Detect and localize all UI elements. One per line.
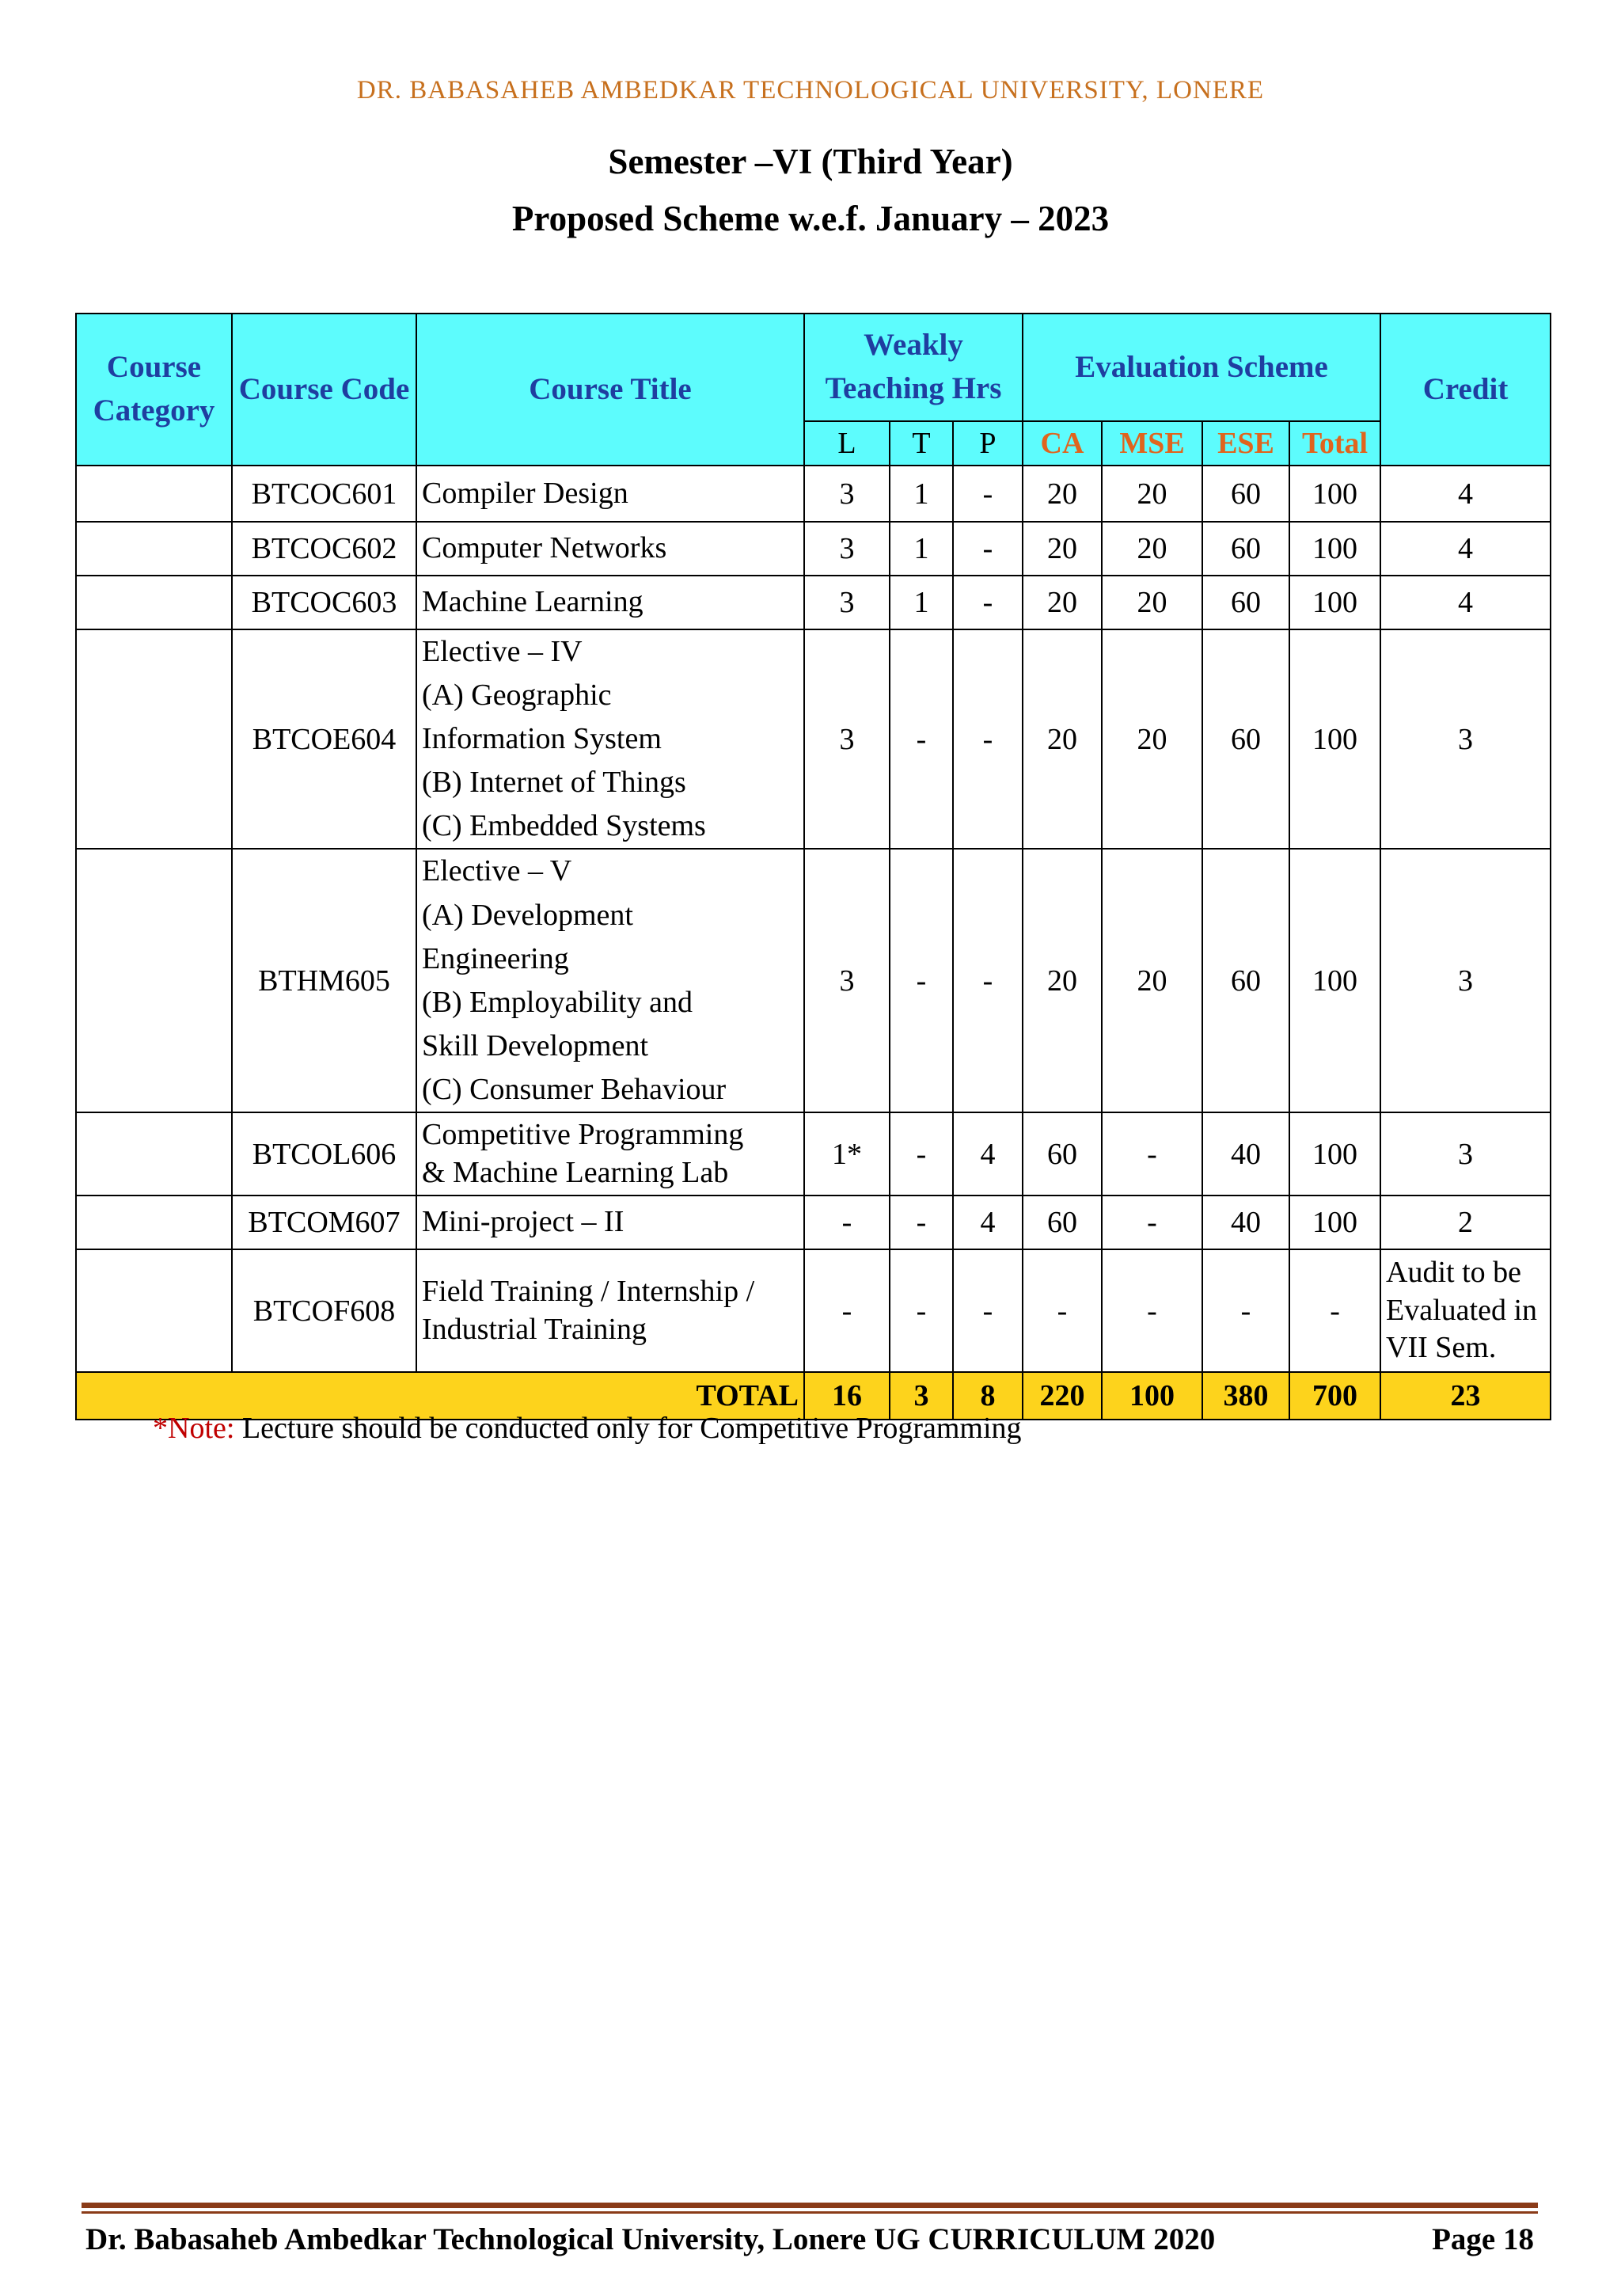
- hrs-P: -: [953, 522, 1023, 576]
- eval-CA: 20: [1023, 576, 1102, 629]
- title-line: Elective – V: [422, 854, 572, 888]
- total-ESE: 380: [1202, 1372, 1289, 1420]
- hrs-T: -: [890, 1196, 953, 1249]
- hrs-L: 3: [804, 849, 890, 1112]
- table-row: [76, 466, 1551, 522]
- category-cell: [76, 576, 232, 629]
- hrs-L: 1*: [804, 1112, 890, 1196]
- title-line: (A) Geographic: [422, 679, 612, 713]
- eval-MSE: 20: [1102, 466, 1202, 522]
- credit: 4: [1380, 522, 1551, 576]
- credit: 2: [1380, 1196, 1551, 1249]
- eval-Total: -: [1289, 1249, 1380, 1372]
- eval-Total: 100: [1289, 629, 1380, 849]
- subheader-Total: Total: [1289, 421, 1380, 466]
- table-row: [76, 522, 1551, 576]
- category-cell: [76, 629, 232, 849]
- subheader-L: L: [804, 421, 890, 466]
- eval-CA: 20: [1023, 849, 1102, 1112]
- eval-MSE: 20: [1102, 629, 1202, 849]
- course-scheme-table: [75, 313, 1551, 1420]
- course-code: BTCOC603: [232, 576, 416, 629]
- credit-line: Evaluated in: [1386, 1293, 1538, 1327]
- eval-CA: 20: [1023, 522, 1102, 576]
- footnote-label: *Note:: [153, 1412, 235, 1445]
- category-cell: [76, 1112, 232, 1196]
- hrs-P: 4: [953, 1196, 1023, 1249]
- title-line: (B) Employability and: [422, 985, 693, 1019]
- course-title: Computer Networks: [416, 522, 804, 576]
- eval-MSE: -: [1102, 1112, 1202, 1196]
- title-line: Competitive Programming: [422, 1118, 744, 1152]
- eval-MSE: 20: [1102, 576, 1202, 629]
- table-row: [76, 1249, 1551, 1372]
- total-L: 16: [804, 1372, 890, 1420]
- total-credit: 23: [1380, 1372, 1551, 1420]
- hrs-L: 3: [804, 576, 890, 629]
- title-line: Elective – IV: [422, 635, 583, 668]
- col-header-evaluation: Evaluation Scheme: [1023, 314, 1380, 421]
- eval-ESE: 60: [1202, 522, 1289, 576]
- title-line: Skill Development: [422, 1028, 649, 1062]
- category-cell: [76, 849, 232, 1112]
- title-line: & Machine Learning Lab: [422, 1155, 729, 1189]
- eval-MSE: -: [1102, 1196, 1202, 1249]
- course-title: [416, 1112, 804, 1196]
- hrs-T: 1: [890, 576, 953, 629]
- hrs-P: -: [953, 629, 1023, 849]
- hrs-L: 3: [804, 466, 890, 522]
- eval-Total: 100: [1289, 849, 1380, 1112]
- credit-line: VII Sem.: [1386, 1331, 1497, 1365]
- course-title: [416, 849, 804, 1112]
- subheader-MSE: MSE: [1102, 421, 1202, 466]
- hrs-T: -: [890, 849, 953, 1112]
- eval-ESE: 60: [1202, 849, 1289, 1112]
- course-code: BTCOC602: [232, 522, 416, 576]
- credit: 3: [1380, 1112, 1551, 1196]
- hrs-T: 1: [890, 466, 953, 522]
- semester-title: Semester –VI (Third Year): [608, 142, 1013, 181]
- total-T: 3: [890, 1372, 953, 1420]
- table-row: [76, 629, 1551, 849]
- category-cell: [76, 466, 232, 522]
- footnote-text: Lecture should be conducted only for Competitive Programming: [234, 1412, 1022, 1445]
- footer-rule-thin: [82, 2211, 1538, 2214]
- university-header: DR. BABASAHEB AMBEDKAR TECHNOLOGICAL UNIVERSITY, LONERE: [356, 76, 1265, 105]
- eval-MSE: 20: [1102, 522, 1202, 576]
- col-header-credit: Credit: [1380, 314, 1551, 466]
- title-line: Field Training / Internship /: [422, 1275, 755, 1309]
- total-Total: 700: [1289, 1372, 1380, 1420]
- category-cell: [76, 522, 232, 576]
- footer-rule: [82, 2203, 1538, 2208]
- subheader-ESE: ESE: [1202, 421, 1289, 466]
- eval-ESE: 40: [1202, 1196, 1289, 1249]
- col-header-category: Course Category: [76, 314, 232, 466]
- credit: 4: [1380, 466, 1551, 522]
- title-line: Information System: [422, 722, 662, 756]
- title-line: (A) Development: [422, 898, 633, 932]
- subheader-T: T: [890, 421, 953, 466]
- course-title: Mini-project – II: [416, 1196, 804, 1249]
- eval-ESE: -: [1202, 1249, 1289, 1372]
- hrs-T: -: [890, 1249, 953, 1372]
- category-cell: [76, 1249, 232, 1372]
- course-code: BTCOM607: [232, 1196, 416, 1249]
- eval-Total: 100: [1289, 522, 1380, 576]
- hrs-T: 1: [890, 522, 953, 576]
- title-line: (B) Internet of Things: [422, 766, 686, 800]
- total-label: TOTAL: [76, 1372, 804, 1420]
- hrs-P: 4: [953, 1112, 1023, 1196]
- hrs-L: 3: [804, 629, 890, 849]
- credit: 3: [1380, 629, 1551, 849]
- eval-ESE: 60: [1202, 466, 1289, 522]
- credit: [1380, 1249, 1551, 1372]
- col-header-code: Course Code: [232, 314, 416, 466]
- eval-MSE: -: [1102, 1249, 1202, 1372]
- total-CA: 220: [1023, 1372, 1102, 1420]
- table-row: [76, 1112, 1551, 1196]
- course-code: BTCOL606: [232, 1112, 416, 1196]
- eval-Total: 100: [1289, 1112, 1380, 1196]
- eval-CA: 20: [1023, 466, 1102, 522]
- course-code: BTCOE604: [232, 629, 416, 849]
- hrs-P: -: [953, 849, 1023, 1112]
- eval-ESE: 60: [1202, 629, 1289, 849]
- eval-ESE: 60: [1202, 576, 1289, 629]
- table-row: [76, 576, 1551, 629]
- eval-CA: 20: [1023, 629, 1102, 849]
- subheader-P: P: [953, 421, 1023, 466]
- category-cell: [76, 1196, 232, 1249]
- title-line: Engineering: [422, 941, 569, 975]
- credit: 4: [1380, 576, 1551, 629]
- hrs-L: -: [804, 1196, 890, 1249]
- eval-Total: 100: [1289, 466, 1380, 522]
- hrs-P: -: [953, 1249, 1023, 1372]
- eval-Total: 100: [1289, 576, 1380, 629]
- course-code: BTCOC601: [232, 466, 416, 522]
- eval-ESE: 40: [1202, 1112, 1289, 1196]
- hrs-T: -: [890, 1112, 953, 1196]
- eval-CA: 60: [1023, 1196, 1102, 1249]
- footer-text: Dr. Babasaheb Ambedkar Technological University, Lonere UG CURRICULUM 2020: [85, 2222, 1216, 2256]
- hrs-L: -: [804, 1249, 890, 1372]
- course-title: [416, 1249, 804, 1372]
- hrs-P: -: [953, 576, 1023, 629]
- title-line: Industrial Training: [422, 1312, 647, 1346]
- col-header-title: Course Title: [416, 314, 804, 466]
- hrs-P: -: [953, 466, 1023, 522]
- course-code: BTCOF608: [232, 1249, 416, 1372]
- col-header-weekly: Weakly Teaching Hrs: [804, 314, 1023, 421]
- eval-Total: 100: [1289, 1196, 1380, 1249]
- credit-line: Audit to be: [1386, 1256, 1522, 1290]
- hrs-L: 3: [804, 522, 890, 576]
- scheme-title: Proposed Scheme w.e.f. January – 2023: [511, 199, 1110, 238]
- title-line: (C) Embedded Systems: [422, 809, 706, 843]
- hrs-T: -: [890, 629, 953, 849]
- course-title: Compiler Design: [416, 466, 804, 522]
- footnote: [153, 1411, 1022, 1446]
- total-P: 8: [953, 1372, 1023, 1420]
- total-MSE: 100: [1102, 1372, 1202, 1420]
- course-title: Machine Learning: [416, 576, 804, 629]
- subheader-CA: CA: [1023, 421, 1102, 466]
- eval-CA: -: [1023, 1249, 1102, 1372]
- title-line: (C) Consumer Behaviour: [422, 1072, 727, 1106]
- course-title: [416, 629, 804, 849]
- credit: 3: [1380, 849, 1551, 1112]
- page-number: Page 18: [1432, 2222, 1534, 2256]
- eval-CA: 60: [1023, 1112, 1102, 1196]
- eval-MSE: 20: [1102, 849, 1202, 1112]
- course-code: BTHM605: [232, 849, 416, 1112]
- table-row: [76, 1196, 1551, 1249]
- table-row: [76, 849, 1551, 1112]
